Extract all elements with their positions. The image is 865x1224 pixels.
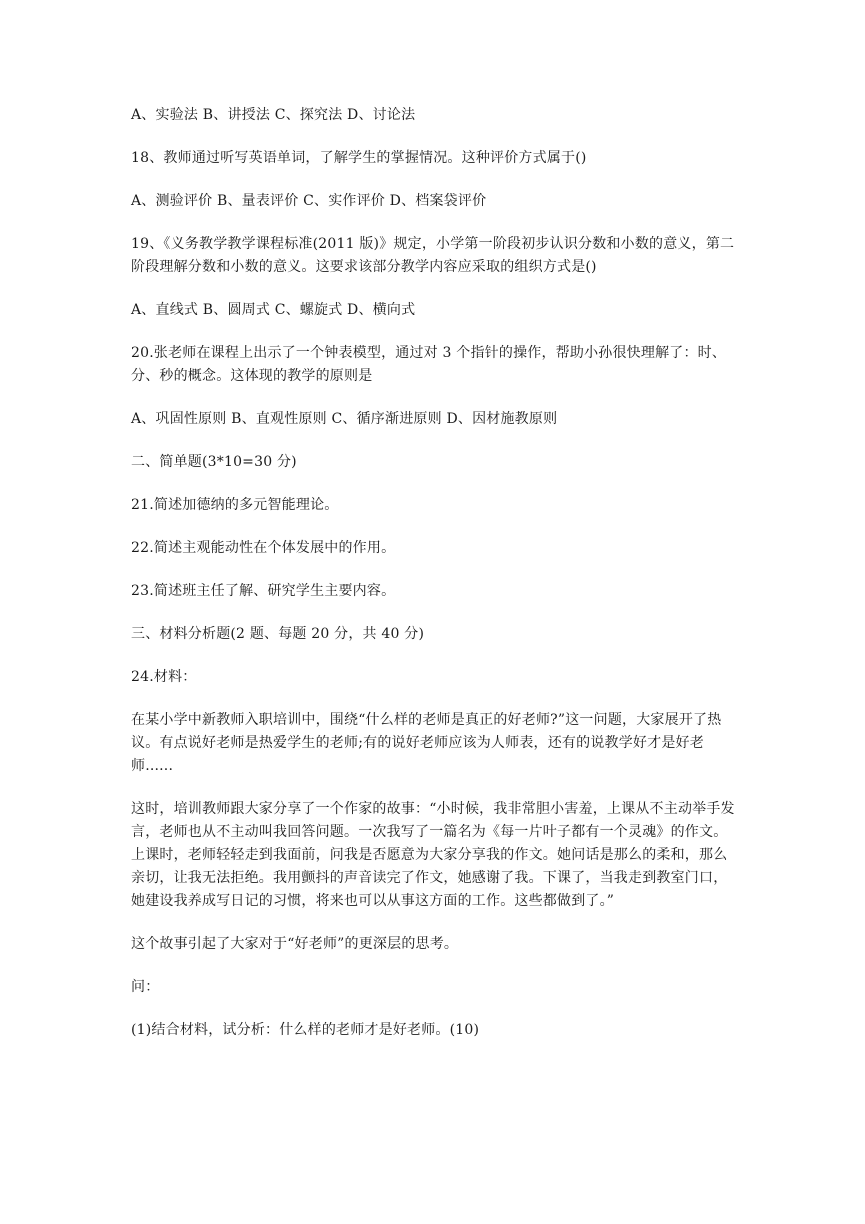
material-paragraph-3: 这个故事引起了大家对于“好老师”的更深层的思考。 xyxy=(131,936,459,952)
question-19: 19、《义务教学教学课程标准(2011 版)》规定，小学第一阶段初步认识分数和小数的意义，第二阶段理解分数和小数的意义。这要求该部分教学内容应采取的组织方式是() xyxy=(131,236,735,275)
sub-question-1: (1)结合材料，试分析：什么样的老师才是好老师。(10) xyxy=(131,1022,480,1038)
section-heading-material-analysis: 三、材料分析题(2 题、每题 20 分，共 40 分) xyxy=(131,626,425,642)
question-18: 18、教师通过听写英语单词，了解学生的掌握情况。这种评价方式属于() xyxy=(131,150,587,166)
material-paragraph-1: 在某小学中新教师入职培训中，围绕“什么样的老师是真正的好老师?”这一问题，大家展开了热议。有点说好老师是热爱学生的老师;有的说好老师应该为人师表，还有的说教学好才是好老师...... xyxy=(131,712,722,774)
question-22: 22.简述主观能动性在个体发展中的作用。 xyxy=(131,540,396,556)
section-heading-short-answer: 二、简单题(3*10=30 分) xyxy=(131,454,297,470)
question-19-options: A、直线式 B、圆周式 C、螺旋式 D、横向式 xyxy=(131,302,416,318)
question-prompt-label: 问： xyxy=(131,979,160,995)
material-paragraph-2: 这时，培训教师跟大家分享了一个作家的故事：“小时候，我非常胆小害羞，上课从不主动举手发言，老师也从不主动叫我回答问题。一次我写了一篇名为《每一片叶子都有一个灵魂》的作文。上课时，老师轻轻走到我面前，问我是否愿意为大家分享我的作文。她问话是那么的柔和，那么亲切，让我无法拒绝。我用颤抖的声音读完了作文，她感谢了我。下课了，当我走到教室门口，她建设我养成写日记的习惯，将来也可以从事这方面的工作。这些都做到了。” xyxy=(131,801,735,909)
question-24-label: 24.材料： xyxy=(131,669,197,685)
question-17-options: A、实验法 B、讲授法 C、探究法 D、讨论法 xyxy=(131,107,416,123)
question-20-options: A、巩固性原则 B、直观性原则 C、循序渐进原则 D、因材施教原则 xyxy=(131,411,558,427)
document-page xyxy=(131,104,741,1062)
question-21: 21.简述加德纳的多元智能理论。 xyxy=(131,497,339,513)
question-20: 20.张老师在课程上出示了一个钟表模型，通过对 3 个指针的操作，帮助小孙很快理解了：时、分、秒的概念。这体现的教学的原则是 xyxy=(131,345,727,384)
question-18-options: A、测验评价 B、量表评价 C、实作评价 D、档案袋评价 xyxy=(131,193,487,209)
question-23: 23.简述班主任了解、研究学生主要内容。 xyxy=(131,583,396,599)
